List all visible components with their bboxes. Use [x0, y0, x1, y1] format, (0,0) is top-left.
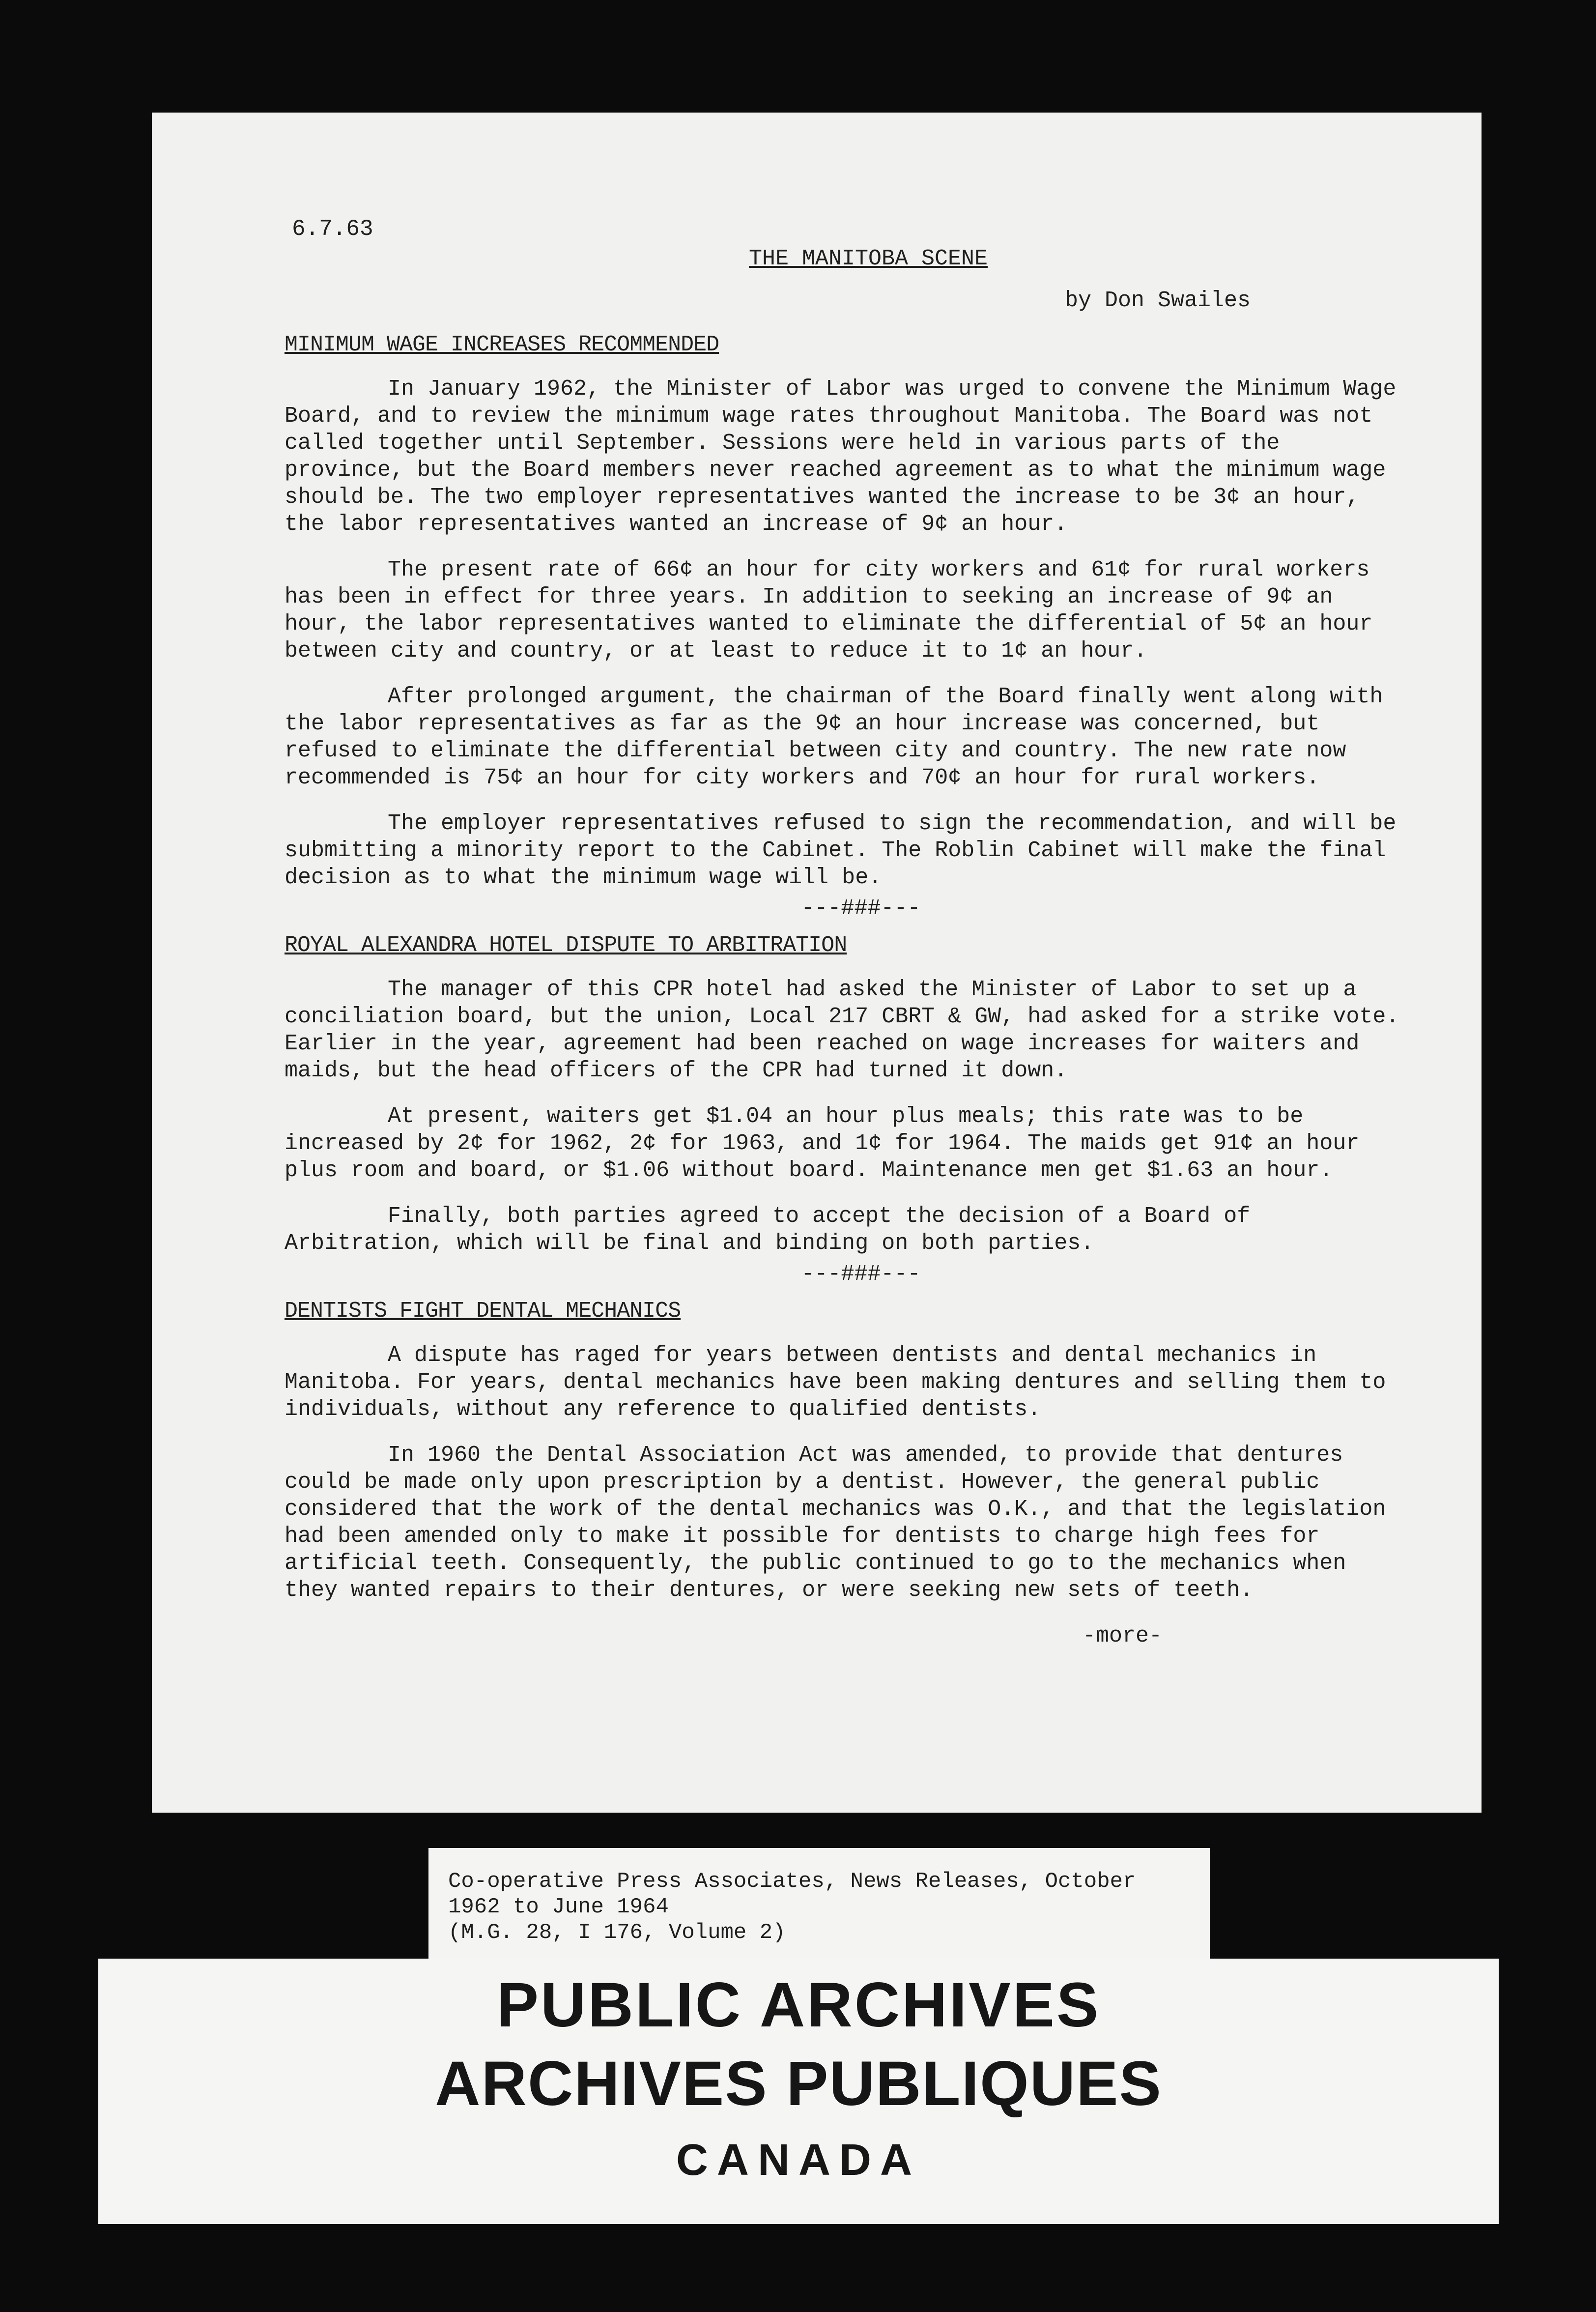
document-title: THE MANITOBA SCENE	[748, 246, 988, 271]
paragraph: Finally, both parties agreed to accept the decision of a Board of Arbitration, which will be final and binding on both parties.	[285, 1204, 1251, 1256]
paragraph: After prolonged argument, the chairman of the Board finally went along with the labor representatives as far as the 9¢ an hour increase was concerned, but refused to eliminate the differential between city and country. The new rate now recommended is 75¢ an hour for city workers and 70¢ an hour for rural workers.	[285, 684, 1383, 790]
section-separator: ---###---	[801, 1262, 921, 1287]
section-royal-alexandra	[285, 932, 1408, 1288]
paragraph: In January 1962, the Minister of Labor was urged to convene the Minimum Wage Board, and to review the minimum wage rates throughout Manitoba. The Board was not called together until September. Sessions were held in various parts of the province, but the Board members never reached agreement as to what the minimum wage should be. The two employer representatives wanted the increase to be 3¢ an hour, the labor representatives wanted an increase of 9¢ an hour.	[285, 376, 1396, 537]
section-separator: ---###---	[801, 896, 921, 921]
more-footer: -more-	[1082, 1623, 1162, 1648]
paragraph: At present, waiters get $1.04 an hour plus meals; this rate was to be increased by 2¢ for 1962, 2¢ for 1963, and 1¢ for 1964. The maids get 91¢ an hour plus room and board, or $1.06 without board. Maintenance men get $1.63 an hour.	[285, 1104, 1360, 1183]
caption-line: Co-operative Press Associates, News Releases, October	[448, 1869, 1136, 1894]
section-minimum-wage	[285, 331, 1408, 922]
archives-stamp	[98, 1959, 1499, 2224]
section-heading: MINIMUM WAGE INCREASES RECOMMENDED	[285, 332, 719, 357]
archive-caption-label	[428, 1848, 1210, 1961]
stamp-line-archives-publiques: ARCHIVES PUBLIQUES	[435, 2049, 1162, 2119]
paragraph: A dispute has raged for years between dentists and dental mechanics in Manitoba. For years, dental mechanics have been making dentures and selling them to individuals, without any reference to qualified dentists.	[285, 1343, 1386, 1422]
paragraph: The present rate of 66¢ an hour for city workers and 61¢ for rural workers has been in effect for three years. In addition to seeking an increase of 9¢ an hour, the labor representatives wanted to eliminate the differential of 5¢ an hour between city and country, or at least to reduce it to 1¢ an hour.	[285, 557, 1373, 664]
caption-line: 1962 to June 1964	[448, 1895, 669, 1919]
section-heading: DENTISTS FIGHT DENTAL MECHANICS	[285, 1299, 681, 1324]
paragraph: The manager of this CPR hotel had asked the Minister of Labor to set up a conciliation board, but the union, Local 217 CBRT & GW, had asked for a strike vote. Earlier in the year, agreement had been reached on wage increases for waiters and maids, but the head officers of the CPR had turned it down.	[285, 977, 1399, 1083]
stamp-line-public-archives: PUBLIC ARCHIVES	[496, 1970, 1101, 2040]
stamp-line-canada: CANADA	[676, 2136, 921, 2185]
caption-line: (M.G. 28, I 176, Volume 2)	[448, 1920, 786, 1945]
document-date: 6.7.63	[292, 216, 373, 242]
section-heading: ROYAL ALEXANDRA HOTEL DISPUTE TO ARBITRATION	[285, 933, 847, 958]
paragraph: In 1960 the Dental Association Act was amended, to provide that dentures could be made only upon prescription by a dentist. However, the general public considered that the work of the dental mechanics was O.K., and that the legislation had been amended only to make it possible for dentists to charge high fees for artificial teeth. Consequently, the public continued to go to the mechanics when they wanted repairs to their dentures, or were seeking new sets of teeth.	[285, 1443, 1386, 1603]
section-dentists	[285, 1298, 1408, 1604]
document-page	[152, 113, 1482, 1813]
paragraph: The employer representatives refused to sign the recommendation, and will be submitting a minority report to the Cabinet. The Roblin Cabinet will make the final decision as to what the minimum wage will be.	[285, 811, 1396, 890]
byline: by Don Swailes	[1064, 288, 1251, 313]
